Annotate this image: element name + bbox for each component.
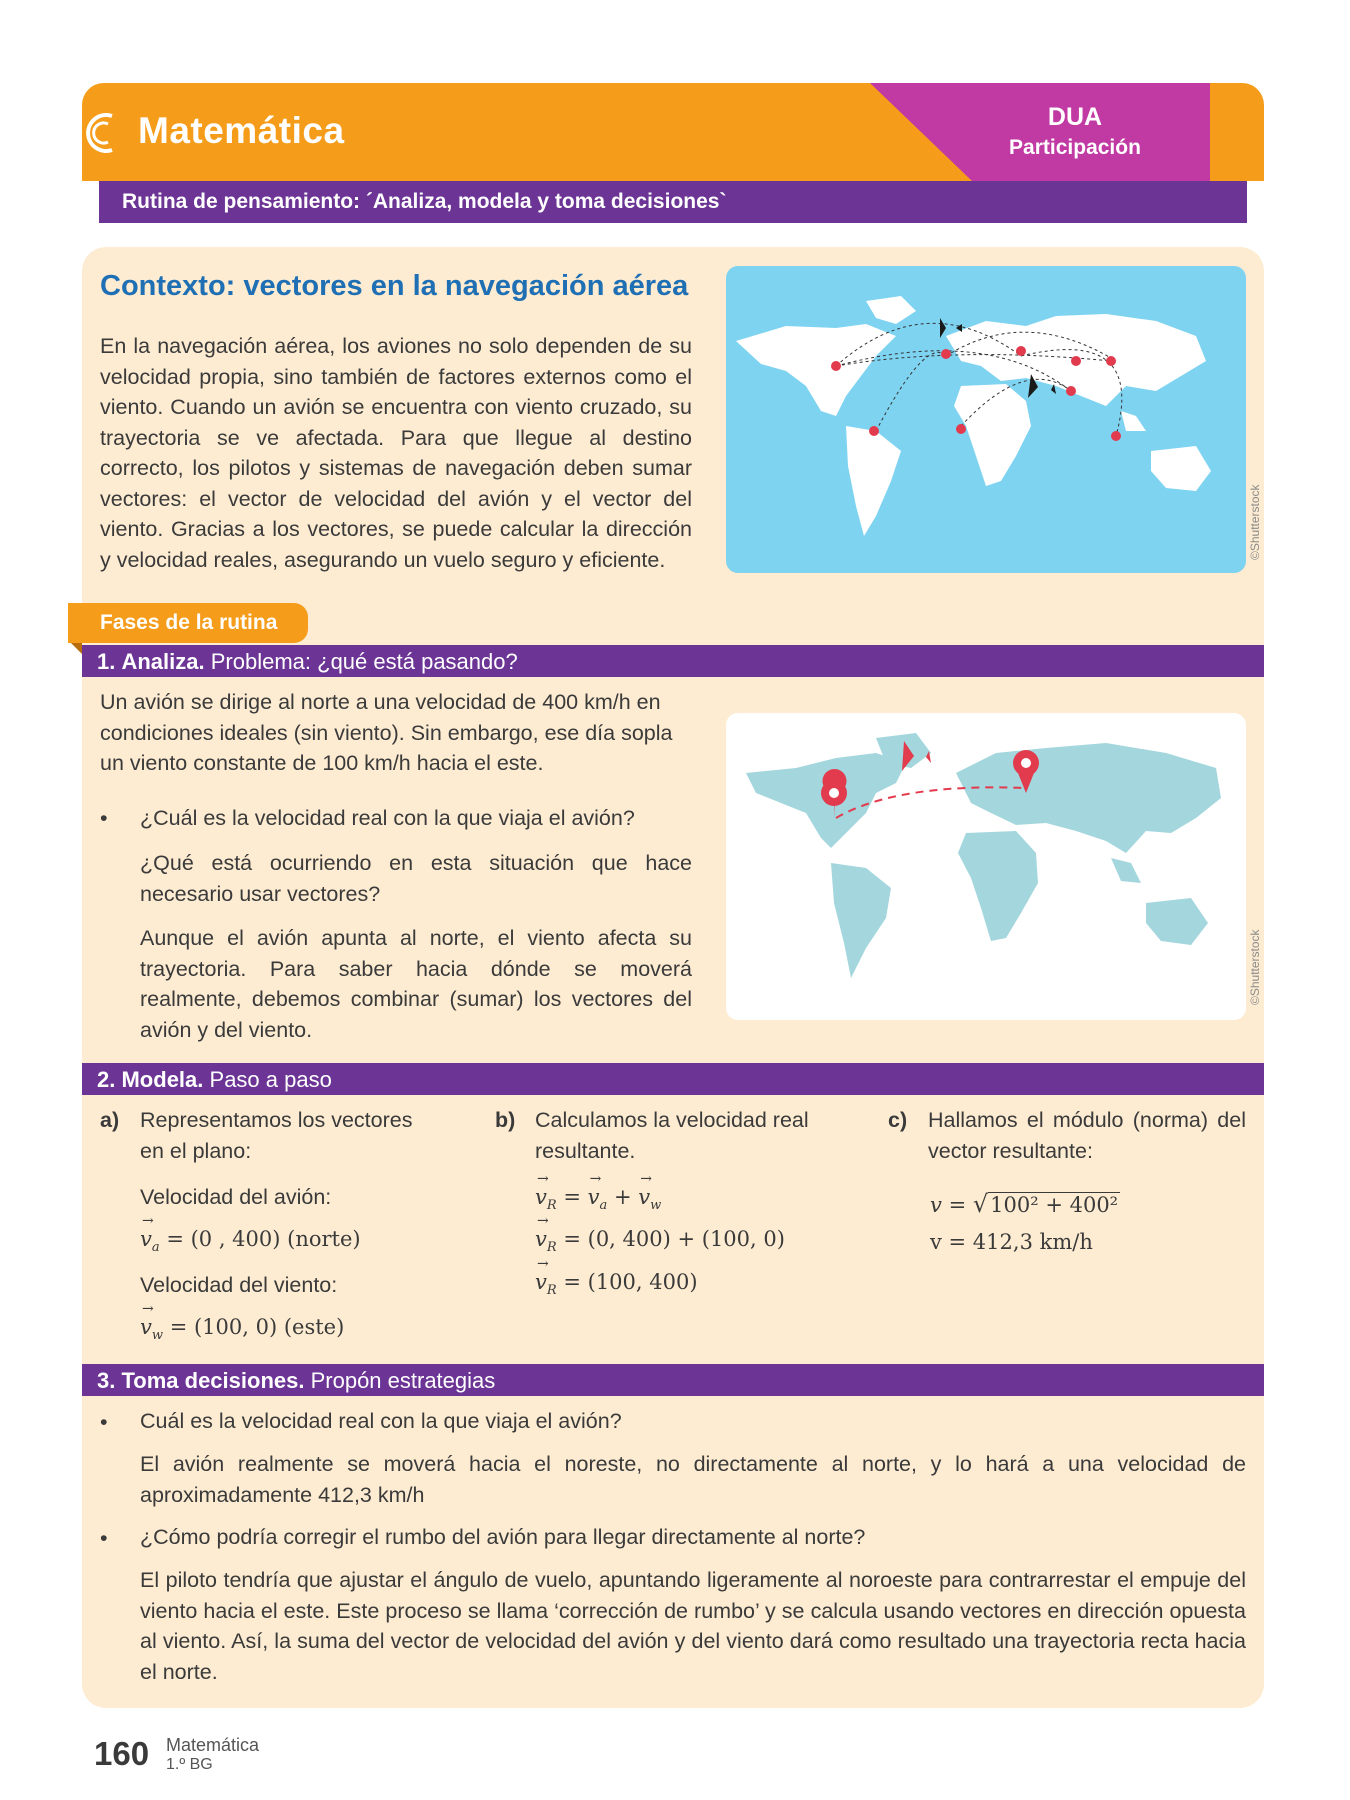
image-credit: ©Shutterstock (1248, 929, 1262, 1005)
section-3-heading: 3. Toma decisiones. Propón estrategias (97, 1368, 496, 1393)
footer-subject: Matemática (166, 1735, 260, 1755)
magnitude-result: v = 412,3 km/h (930, 1230, 1093, 1254)
subject-title: Matemática (138, 110, 345, 151)
section-1-question-2: ¿Qué está ocurriendo en esta situación que hace necesario usar vectores? (140, 851, 692, 906)
wind-velocity-label: Velocidad del viento: (140, 1273, 338, 1297)
step-c-text: Hallamos el módulo (norma) del vector resultante: (928, 1108, 1246, 1163)
section-3-answer-1: El avión realmente se moverá hacia el noreste, no directamente al norte, y lo hará a una velocidad de aproximadamente 412,3 km/h (140, 1452, 1246, 1507)
section-2-heading: 2. Modela. Paso a paso (97, 1067, 332, 1092)
section-3-question-2: ¿Cómo podría corregir el rumbo del avión para llegar directamente al norte? (140, 1525, 866, 1549)
magnitude-formula: v = √100² + 400² (930, 1190, 1119, 1218)
section-1-intro: Un avión se dirige al norte a una velocidad de 400 km/h en condiciones ideales (sin viento). Sin embargo, ese día sopla un viento constante de 100 km/h hacia el este. (100, 690, 673, 775)
page-number: 160 (94, 1735, 150, 1772)
step-a-letter: a) (100, 1108, 120, 1132)
bullet-dot: • (100, 1526, 108, 1550)
step-a-text: Representamos los vectores en el plano: (140, 1108, 413, 1163)
section-1-heading: 1. Analiza. Problema: ¿qué está pasando? (97, 649, 518, 674)
vector-sum-equation: v → $_R$ = v → $_a$ + v → $_w$ (535, 1171, 662, 1214)
plane-velocity-label: Velocidad del avión: (140, 1185, 332, 1209)
step-b-letter: b) (495, 1108, 516, 1132)
context-title: Contexto: vectores en la navegación aérea (100, 270, 689, 302)
section-3-answer-2: El piloto tendría que ajustar el ángulo de vuelo, apuntando ligeramente al noroeste para contrarrestar el empuje del viento hacia el este. Este proceso se llama ‘corrección de rumbo’ y se calcula usando vectores en dirección opuesta al viento. Así, la suma del vector de velocidad del avión y del viento dará como resultado una trayectoria recta hacia el norte. (140, 1568, 1246, 1684)
world-map-route-image (726, 713, 1246, 1020)
step-b-text: Calculamos la velocidad real resultante. (535, 1108, 809, 1163)
vector-vw-equation: v → $_w$ = (100, 0) (este) (140, 1301, 345, 1344)
step-c-letter: c) (888, 1108, 908, 1132)
vector-result: v → $_R$ = (100, 400) (535, 1256, 698, 1299)
dua-title: DUA (1047, 103, 1103, 131)
routine-title: Rutina de pensamiento: ´Analiza, modela y toma decisiones` (122, 190, 727, 213)
vector-sum-values: v → $_R$ = (0, 400) + (100, 0) (535, 1213, 785, 1256)
world-map-flights-image (726, 266, 1246, 573)
subject-logo-icon (82, 108, 122, 158)
context-paragraph: En la navegación aérea, los aviones no solo dependen de su velocidad propia, sino también de factores externos como el viento. Cuando un avión se encuentra con viento cruzado, su trayectoria se ve afectada. Para que llegue al destino correcto, los pilotos y sistemas de navegación deben sumar vectores: el vector de velocidad del avión y el vector del viento. Gracias a los vectores, se puede calcular la dirección y velocidad reales, asegurando un vuelo seguro y eficiente. (100, 334, 692, 572)
section-1-answer: Aunque el avión apunta al norte, el viento afecta su trayectoria. Para saber hacia dónde se moverá realmente, debemos combinar (sumar) los vectores del avión y del viento. (140, 926, 692, 1042)
section-3-question-1: Cuál es la velocidad real con la que viaja el avión? (140, 1409, 622, 1433)
bullet-dot: • (100, 1410, 108, 1434)
dua-subtitle: Participación (1009, 136, 1141, 159)
footer-grade: 1.º BG (166, 1756, 213, 1773)
bullet-dot: • (100, 806, 108, 830)
vector-va-equation: v → $_a$ = (0 , 400) (norte) (140, 1213, 361, 1256)
phases-label: Fases de la rutina (100, 611, 278, 634)
section-1-question: ¿Cuál es la velocidad real con la que viaja el avión? (140, 806, 635, 830)
image-credit: ©Shutterstock (1248, 484, 1262, 560)
